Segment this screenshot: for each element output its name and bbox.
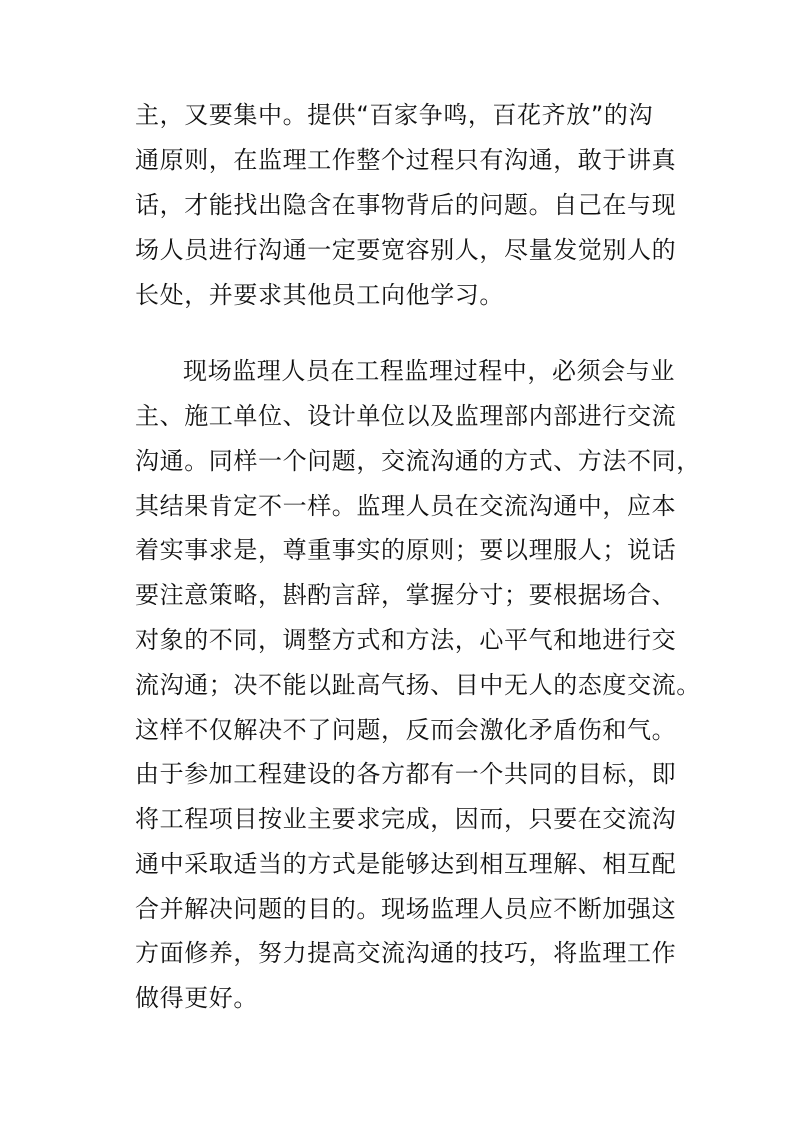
text-line: 主，又要集中。提供“百家争鸣，百花齐放”的沟 <box>135 101 654 129</box>
text-line: 要注意策略，斟酌言辞，掌握分寸；要根据场合、 <box>135 581 677 609</box>
text-line: 现场监理人员在工程监理过程中，必须会与业 <box>183 357 675 385</box>
text-line: 着实事求是，尊重事实的原则；要以理服人；说话 <box>135 536 677 564</box>
text-line: 通中采取适当的方式是能够达到相互理解、相互配 <box>135 850 677 878</box>
text-line: 方面修养，努力提高交流沟通的技巧，将监理工作 <box>135 939 677 967</box>
text-line: 通原则，在监理工作整个过程只有沟通，敢于讲真 <box>135 146 677 174</box>
text-line: 流沟通；决不能以趾高气扬、目中无人的态度交流。 <box>135 671 701 699</box>
text-line: 沟通。同样一个问题，交流沟通的方式、方法不同， <box>135 447 701 475</box>
text-line: 这样不仅解决不了问题，反而会激化矛盾伤和气。 <box>135 716 677 744</box>
text-line: 场人员进行沟通一定要宽容别人，尽量发觉别人的 <box>135 236 677 264</box>
text-line: 主、施工单位、设计单位以及监理部内部进行交流 <box>135 402 677 430</box>
text-line: 合并解决问题的目的。现场监理人员应不断加强这 <box>135 895 677 923</box>
text-line: 由于参加工程建设的各方都有一个共同的目标，即 <box>135 760 677 788</box>
text-line: 长处，并要求其他员工向他学习。 <box>135 281 504 309</box>
text-line: 话，才能找出隐含在事物背后的问题。自己在与现 <box>135 191 677 219</box>
text-line: 将工程项目按业主要求完成，因而，只要在交流沟 <box>135 805 677 833</box>
text-line: 做得更好。 <box>135 984 258 1012</box>
text-line: 对象的不同，调整方式和方法，心平气和地进行交 <box>135 626 677 654</box>
text-line: 其结果肯定不一样。监理人员在交流沟通中，应本 <box>135 492 677 520</box>
